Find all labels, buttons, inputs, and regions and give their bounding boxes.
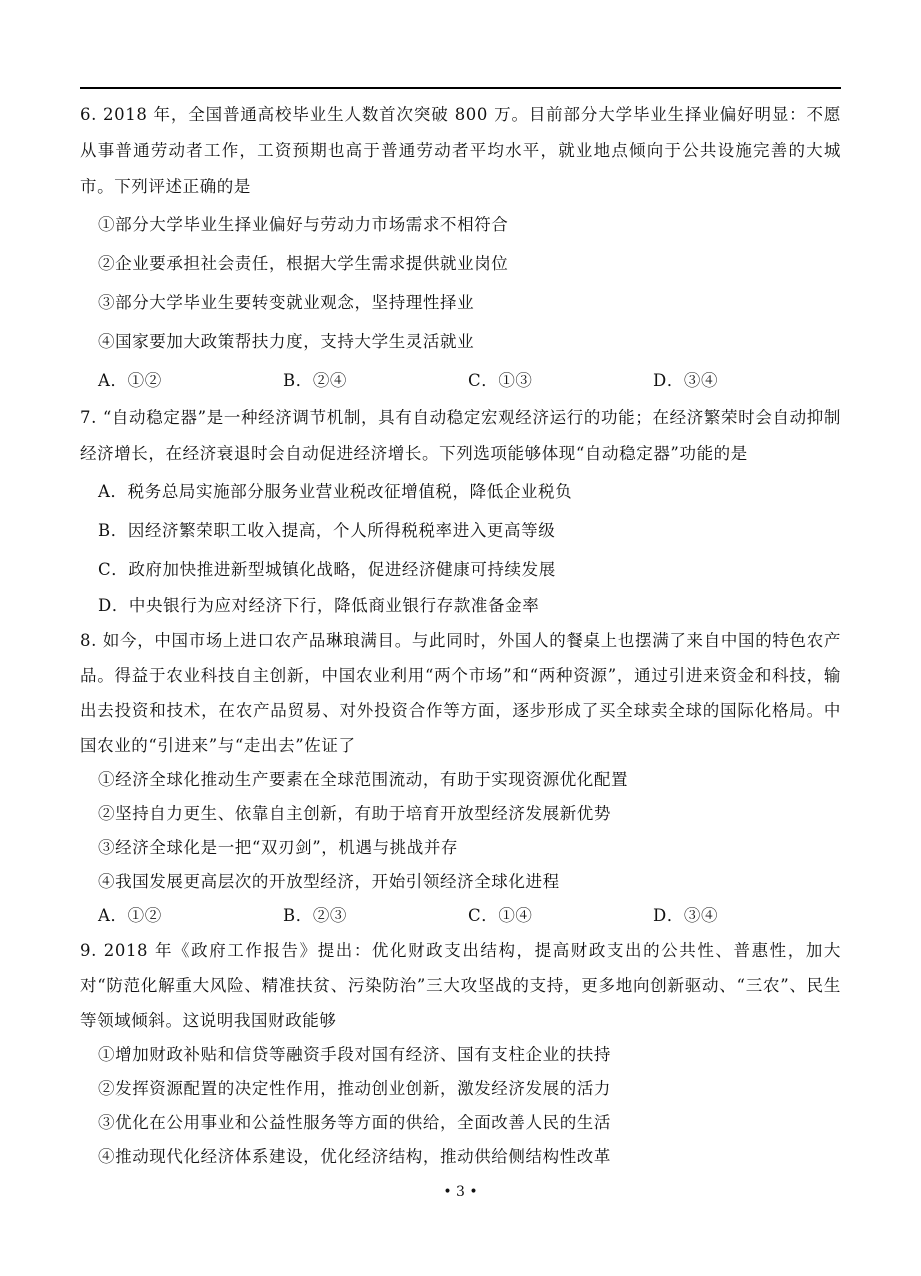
option-c: C．政府加快推进新型城镇化战略，促进经济健康可持续发展 — [98, 560, 556, 579]
question-stem: 7. “自动稳定器”是一种经济调节机制，具有自动稳定宏观经济运行的功能；在经济繁荣时会自动抑制经济增长，在经济衰退时会自动促进经济增长。下列选项能够体现“自动稳定器”功能的是 — [80, 408, 841, 463]
question-stem: 8. 如今，中国市场上进口农产品琳琅满目。与此同时，外国人的餐桌上也摆满了来自中国的特色农产品。得益于农业科技自主创新，中国农业利用“两个市场”和“两种资源”，通过引进来资金和科技，输出去投资和技术，在农产品贸易、对外投资合作等方面，逐步形成了买全球卖全球的国际化格局。中国农业的“引进来”与“走出去”佐证了 — [80, 631, 841, 755]
question-7 — [80, 400, 841, 623]
answer-options — [98, 899, 841, 933]
question-stem: 6. 2018 年，全国普通高校毕业生人数首次突破 800 万。目前部分大学毕业生择业偏好明显：不愿从事普通劳动者工作，工资预期也高于普通劳动者平均水平，就业地点倾向于公共设施完善的大城市。下列评述正确的是 — [80, 105, 841, 196]
statement-item: ②坚持自力更生、依靠自主创新，有助于培育开放型经济发展新优势 — [98, 804, 611, 823]
statement-item: ①经济全球化推动生产要素在全球范围流动，有助于实现资源优化配置 — [98, 770, 629, 789]
option-d: D．③④ — [653, 906, 719, 925]
option-a: A．税务总局实施部分服务业营业税改征增值税，降低企业税负 — [98, 482, 573, 501]
option-a: A．①② — [98, 906, 162, 925]
statement-item: ④国家要加大政策帮扶力度，支持大学生灵活就业 — [98, 332, 475, 351]
option-d: D．中央银行为应对经济下行，降低商业银行存款准备金率 — [98, 596, 540, 615]
statement-item: ③经济全球化是一把“双刃剑”，机遇与挑战并存 — [98, 838, 459, 857]
option-b: B．因经济繁荣职工收入提高，个人所得税税率进入更高等级 — [98, 521, 556, 540]
statement-item: ①部分大学毕业生择业偏好与劳动力市场需求不相符合 — [98, 215, 509, 234]
question-9 — [80, 933, 841, 1174]
header-rule — [80, 87, 841, 89]
option-d: D．③④ — [653, 371, 719, 390]
statement-item: ②发挥资源配置的决定性作用，推动创业创新，激发经济发展的活力 — [98, 1079, 611, 1098]
option-c: C．①③ — [468, 371, 533, 390]
question-stem: 9. 2018 年《政府工作报告》提出：优化财政支出结构，提高财政支出的公共性、普惠性，加大对“防范化解重大风险、精准扶贫、污染防治”三大攻坚战的支持，更多地向创新驱动、“三农”、民生等领域倾斜。这说明我国财政能够 — [80, 941, 841, 1030]
statement-item: ③优化在公用事业和公益性服务等方面的供给，全面改善人民的生活 — [98, 1113, 611, 1132]
statement-item: ③部分大学毕业生要转变就业观念，坚持理性择业 — [98, 293, 475, 312]
statement-item: ④推动现代化经济体系建设，优化经济结构，推动供给侧结构性改革 — [98, 1147, 611, 1166]
question-8 — [80, 623, 841, 933]
statement-item: ①增加财政补贴和信贷等融资手段对国有经济、国有支柱企业的扶持 — [98, 1045, 611, 1064]
answer-options — [98, 361, 841, 400]
question-6 — [80, 97, 841, 400]
statement-item: ④我国发展更高层次的开放型经济，开始引领经济全球化进程 — [98, 872, 560, 891]
page-content — [80, 97, 841, 1174]
statement-item: ②企业要承担社会责任，根据大学生需求提供就业岗位 — [98, 254, 509, 273]
page-number: • 3 • — [443, 1184, 478, 1200]
option-b: B．②④ — [283, 371, 348, 390]
option-b: B．②③ — [283, 906, 348, 925]
option-c: C．①④ — [468, 906, 533, 925]
option-a: A．①② — [98, 371, 162, 390]
